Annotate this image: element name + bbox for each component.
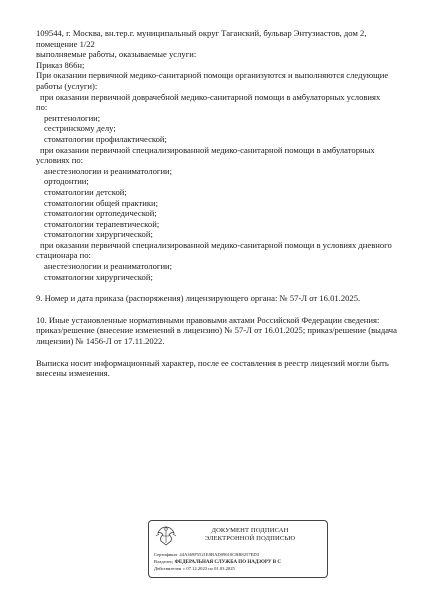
- services-intro-1: При оказании первичной медико-санитарной помощи организуются и выполняются следующие: [36, 70, 389, 81]
- certificate-label: Сертификат: [154, 552, 178, 557]
- section-specialized-outpatient-1: при оказании первичной специализированной медико-санитарной помощи в амбулаторных: [40, 144, 375, 155]
- certificate-row: [154, 552, 325, 558]
- section-day-hospital-2: стационара по:: [36, 250, 91, 261]
- service-item: стоматологии детской;: [44, 186, 127, 197]
- owner-label: Владелец: [154, 559, 173, 564]
- section-prehospital-1: при оказании первичной доврачебной медико-санитарной помощи в амбулаторных условиях: [40, 91, 381, 102]
- signature-title-line-1: ДОКУМЕНТ ПОДПИСАН: [211, 527, 289, 534]
- services-intro-2: работы (услуги):: [36, 80, 98, 91]
- section-day-hospital-1: при оказании первичной специализированной медико-санитарной помощи в условиях дневного: [40, 239, 392, 250]
- address-line-1: 109544, г. Москва, вн.тер.г. муниципальный округ Таганский, бульвар Энтузиастов, дом 2,: [36, 28, 367, 38]
- service-item: рентгенологии;: [44, 112, 101, 123]
- service-item: стоматологии терапевтической;: [44, 218, 160, 229]
- coat-of-arms-icon: [155, 524, 177, 548]
- service-item: стоматологии профилактической;: [44, 133, 167, 144]
- service-item: анестезиологии и реаниматологии;: [44, 261, 173, 272]
- signature-title: [179, 527, 321, 543]
- owner-row: [154, 559, 325, 566]
- section-10-line-2: приказ/решение (внесение изменений в лицензию) № 57-Л от 16.01.2025; приказ/решение (выдача: [36, 325, 397, 336]
- service-item: анестезиологии и реаниматологии;: [44, 165, 173, 176]
- service-item: ортодонтии;: [44, 176, 89, 187]
- section-9: 9. Номер и дата приказа (распоряжения) лицензирующего органа: № 57-Л от 16.01.2025.: [36, 293, 361, 304]
- works-heading: выполняемые работы, оказываемые услуги:: [36, 49, 197, 60]
- address-line-2: помещение 1/22: [36, 38, 95, 49]
- section-10-line-3: лицензии) № 1456-Л от 17.11.2022.: [36, 336, 165, 347]
- document-body: [36, 28, 408, 379]
- validity-label: Действителен: [154, 566, 182, 571]
- service-item: сестринскому делу;: [44, 123, 116, 134]
- service-item: стоматологии ортопедической;: [44, 208, 157, 219]
- disclaimer-line-2: внесены изменения.: [36, 368, 110, 379]
- section-10-line-1: 10. Иные установленные нормативными правовыми актами Российской Федерации сведения:: [36, 314, 380, 325]
- certificate-value: 44A369F5521E0BAD09610CBB8257ED3: [179, 552, 260, 557]
- service-item: стоматологии общей практики;: [44, 197, 158, 208]
- section-specialized-outpatient-2: условиях по:: [36, 155, 84, 166]
- section-prehospital-2: по:: [36, 102, 48, 113]
- order-reference: Приказ 866н;: [36, 59, 85, 70]
- disclaimer-line-1: Выписка носит информационный характер, после ее составления в реестр лицензий могли быть: [36, 357, 389, 368]
- validity-value: с 07.12.2023 по 01.03.2025: [183, 566, 235, 571]
- service-item: стоматологии хирургической;: [44, 271, 153, 282]
- electronic-signature-stamp: [148, 520, 328, 578]
- service-item: стоматологии хирургической;: [44, 229, 153, 240]
- signature-title-line-2: ЭЛЕКТРОННОЙ ПОДПИСЬЮ: [204, 535, 296, 542]
- validity-row: [154, 566, 325, 572]
- owner-value: ФЕДЕРАЛЬНАЯ СЛУЖБА ПО НАДЗОРУ В С: [174, 560, 281, 565]
